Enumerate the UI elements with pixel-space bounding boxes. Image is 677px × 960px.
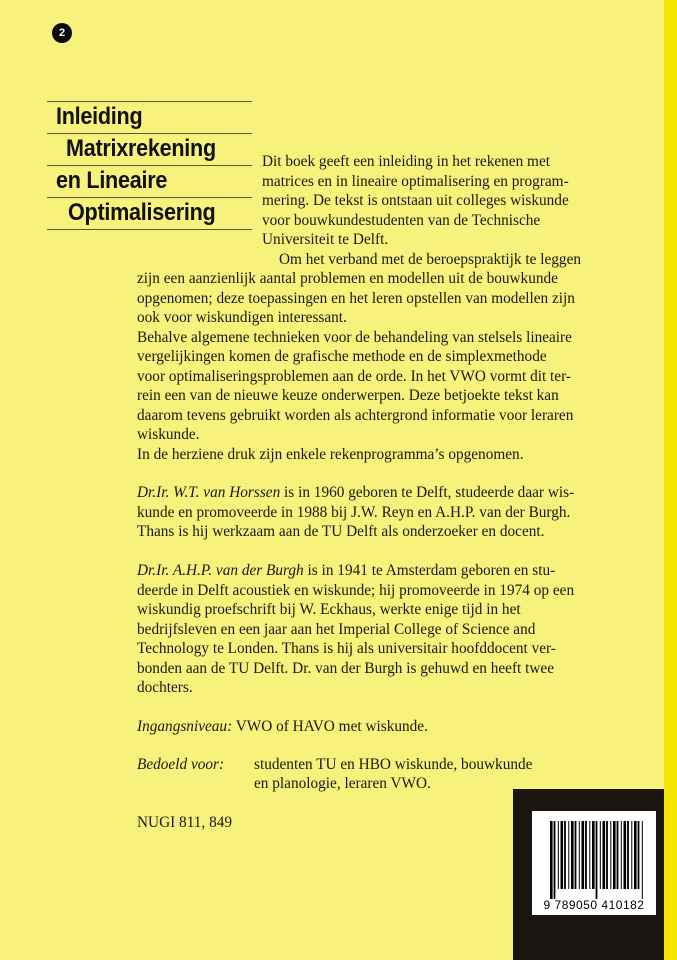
body-line: Dit boek geeft een inleiding in het rekenen met xyxy=(262,153,550,170)
label-text: Bedoeld voor: xyxy=(137,756,225,773)
body-line: matrices en in lineaire optimalisering en program- xyxy=(262,173,569,190)
entry-level-label: Ingangsniveau: xyxy=(137,718,233,735)
barcode-bar xyxy=(621,821,622,889)
barcode-bar xyxy=(603,821,606,889)
barcode-bar xyxy=(571,821,574,889)
barcode-bar xyxy=(617,821,619,889)
bio-line xyxy=(137,562,555,580)
bio-line: kunde en promoveerde in 1988 bij J.W. Reyn en A.H.P. van der Burgh. xyxy=(137,504,571,521)
bio-line: dochters. xyxy=(137,679,193,696)
body-line: rein een van de nieuwe keuze onderwerpen. Deze betjoekte tekst kan xyxy=(137,387,559,404)
title-line: Matrixrekening xyxy=(66,135,216,162)
barcode-bars xyxy=(546,821,644,899)
body-line: daarom tevens gebruikt worden als achtergrond informatie voor leraren xyxy=(137,407,574,424)
title-line: Optimalisering xyxy=(68,199,216,226)
edge-strip xyxy=(664,0,677,960)
barcode-bar xyxy=(564,821,566,889)
author-name: Dr.Ir. W.T. van Horssen xyxy=(137,484,281,501)
barcode-bar xyxy=(589,821,590,889)
bio-line: wiskundig proefschrift bij W. Eckhaus, werkte enige tijd in het xyxy=(137,601,521,618)
barcode-bar xyxy=(606,821,608,889)
body-line: voor bouwkundestudenten van de Technische xyxy=(262,212,541,229)
title-line: Inleiding xyxy=(56,103,143,130)
bio-line: Thans is hij werkzaam aan de TU Delft als onderzoeker en docent. xyxy=(137,523,545,540)
barcode-bar xyxy=(596,821,598,899)
barcode xyxy=(532,811,656,915)
barcode-bar xyxy=(624,821,627,889)
body-line: vergelijkingen komen de grafische methode en de simplexmethode xyxy=(137,348,547,365)
bio-text: is in 1941 te Amsterdam geboren en stu- xyxy=(303,562,556,579)
body-line: Om het verband met de beroepspraktijk te leggen xyxy=(279,251,582,268)
entry-level-value: VWO of HAVO met wiskunde. xyxy=(232,718,428,735)
body-line: zijn een aanzienlijk aantal problemen en modellen uit de bouwkunde xyxy=(137,270,558,287)
body-line: voor optimaliseringsproblemen aan de orde. In het VWO vormt dit ter- xyxy=(137,368,571,385)
bio-line: Technology te Londen. Thans is hij als universitair hoofddocent ver- xyxy=(137,640,556,657)
body-line: ook voor wiskundigen interessant. xyxy=(137,309,347,326)
body-line: Behalve algemene technieken voor de behandeling van stelsels lineaire xyxy=(137,329,572,346)
title-rule xyxy=(47,133,252,134)
bio-text: is in 1960 geboren te Delft, studeerde daar wis- xyxy=(280,484,575,501)
barcode-bar xyxy=(627,821,629,889)
body-line: Universiteit te Delft. xyxy=(262,231,389,248)
title-rule xyxy=(47,101,252,102)
bio-line xyxy=(137,484,574,502)
barcode-bar xyxy=(610,821,611,889)
body-line: In de herziene druk zijn enkele rekenprogramma’s opgenomen. xyxy=(137,446,524,463)
intended-for-line: en planologie, leraren VWO. xyxy=(254,775,431,792)
barcode-bar xyxy=(575,821,577,889)
barcode-bar xyxy=(558,821,559,889)
barcode-bar xyxy=(579,821,580,889)
barcode-bar xyxy=(561,821,564,889)
title-rule xyxy=(47,197,252,198)
barcode-bar xyxy=(600,821,601,889)
body-line: mering. De tekst is ontstaan uit colleges wiskunde xyxy=(262,192,569,209)
barcode-bar xyxy=(585,821,587,889)
bio-line: deerde in Delft acoustiek en wiskunde; hij promoveerde in 1974 op een xyxy=(137,582,575,599)
barcode-bar xyxy=(592,821,595,889)
barcode-bar xyxy=(631,821,632,889)
barcode-bar xyxy=(554,821,556,899)
nugi-code: NUGI 811, 849 xyxy=(137,814,233,831)
body-line: opgenomen; deze toepassingen en het leren opstellen van modellen zijn xyxy=(137,290,575,307)
isbn-number: 9 789050 410182 xyxy=(543,898,645,912)
intended-for-label xyxy=(137,756,224,774)
author-name: Dr.Ir. A.H.P. van der Burgh xyxy=(137,562,304,579)
entry-level xyxy=(137,718,428,736)
barcode-bar xyxy=(638,821,640,889)
barcode-bar xyxy=(613,821,616,889)
page-number-badge: 2 xyxy=(52,23,72,43)
bio-line: bedrijfsleven en een jaar aan het Imperial College of Science and xyxy=(137,621,536,638)
intended-for-line: studenten TU en HBO wiskunde, bouwkunde xyxy=(254,756,533,773)
barcode-bar xyxy=(568,821,569,889)
title-rule xyxy=(47,165,252,166)
barcode-bar xyxy=(582,821,585,889)
barcode-bar xyxy=(550,821,553,899)
barcode-bar xyxy=(642,821,643,899)
barcode-bar xyxy=(634,821,637,889)
body-line: wiskunde. xyxy=(137,426,200,443)
title-rule xyxy=(47,229,252,230)
title-line: en Lineaire xyxy=(56,167,168,194)
bio-line: bonden aan de TU Delft. Dr. van der Burgh is gehuwd en heeft twee xyxy=(137,660,555,677)
